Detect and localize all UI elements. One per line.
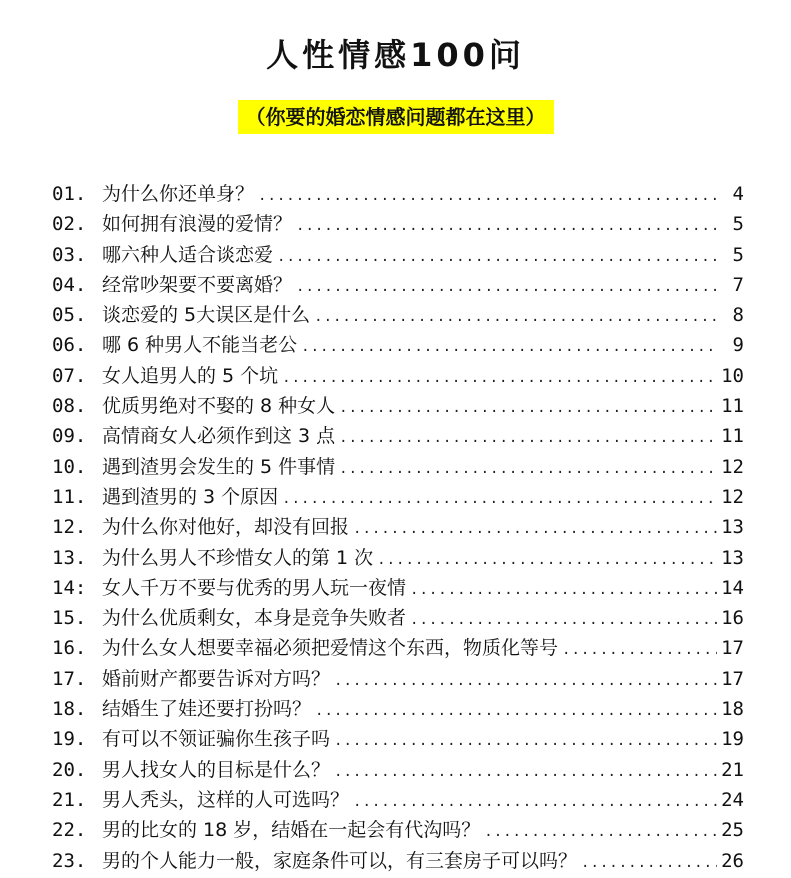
toc-entry-page-number: 13 (721, 546, 744, 569)
toc-entry-number: 19. (52, 728, 87, 751)
toc-entry-title: 哪 6 种男人不能当老公 (102, 334, 298, 357)
toc-entry-number: 02. (52, 213, 87, 236)
toc-dot-leader (258, 181, 718, 211)
toc-entry[interactable] (52, 603, 744, 633)
toc-entry-number: 22. (52, 819, 87, 842)
toc-entry[interactable] (52, 573, 744, 603)
toc-entry-title: 如何拥有浪漫的爱情？ (102, 213, 293, 236)
toc-entry-title: 为什么男人不珍惜女人的第 1 次 (102, 546, 374, 569)
toc-dot-leader (334, 726, 717, 756)
toc-dot-leader (410, 605, 717, 635)
toc-entry-page-number: 13 (721, 516, 744, 539)
toc-entry[interactable] (52, 694, 744, 724)
toc-entry-number: 13. (52, 546, 87, 569)
toc-dot-leader (353, 787, 717, 817)
toc-dot-leader (562, 635, 717, 665)
toc-entry-page-number: 17 (721, 637, 744, 660)
toc-entry-title: 哪六种人适合谈恋爱 (102, 243, 274, 266)
toc-dot-leader (339, 393, 717, 423)
toc-dot-leader (314, 302, 718, 332)
toc-entry-title: 高情商女人必须作到这 3 点 (102, 425, 336, 448)
toc-entry-number: 11. (52, 485, 87, 508)
toc-entry-title: 男人找女人的目标是什么？ (102, 758, 331, 781)
toc-entry-number: 05. (52, 304, 87, 327)
toc-entry-page-number: 25 (721, 819, 744, 842)
toc-dot-leader (334, 666, 717, 696)
toc-entry-number: 03. (52, 243, 87, 266)
toc-entry-number: 21. (52, 788, 87, 811)
toc-dot-leader (339, 454, 717, 484)
toc-entry[interactable] (52, 724, 744, 754)
toc-entry-page-number: 5 (732, 243, 744, 266)
toc-entry-title: 男的比女的 18 岁，结婚在一起会有代沟吗？ (102, 819, 481, 842)
toc-entry-title: 有可以不领证骗你生孩子吗 (102, 728, 331, 751)
toc-entry[interactable] (52, 361, 744, 391)
toc-entry-title: 女人千万不要与优秀的男人玩一夜情 (102, 576, 407, 599)
toc-entry[interactable] (52, 755, 744, 785)
toc-entry-page-number: 18 (721, 698, 744, 721)
toc-entry[interactable] (52, 633, 744, 663)
toc-entry-number: 10. (52, 455, 87, 478)
toc-entry-page-number: 12 (721, 455, 744, 478)
toc-entry[interactable] (52, 421, 744, 451)
toc-entry-number: 04. (52, 273, 87, 296)
toc-entry-number: 07. (52, 364, 87, 387)
toc-entry[interactable] (52, 664, 744, 694)
toc-entry[interactable] (52, 300, 744, 330)
toc-entry-page-number: 7 (732, 273, 744, 296)
toc-entry-title: 优质男绝对不娶的 8 种女人 (102, 395, 336, 418)
toc-dot-leader (334, 757, 717, 787)
toc-entry-title: 经常吵架要不要离婚？ (102, 273, 293, 296)
toc-entry-page-number: 24 (721, 788, 744, 811)
toc-entry-page-number: 19 (721, 728, 744, 751)
toc-entry-title: 遇到渣男会发生的 5 件事情 (102, 455, 336, 478)
toc-dot-leader (315, 696, 717, 726)
toc-dot-leader (377, 545, 717, 575)
toc-entry[interactable] (52, 512, 744, 542)
toc-entry-page-number: 17 (721, 667, 744, 690)
toc-entry-number: 23. (52, 849, 87, 872)
toc-dot-leader (277, 242, 718, 272)
toc-entry-page-number: 16 (721, 607, 744, 630)
toc-entry[interactable] (52, 240, 744, 270)
subtitle-container (0, 100, 791, 134)
toc-entry-page-number: 11 (721, 395, 744, 418)
toc-entry[interactable] (52, 846, 744, 876)
toc-entry[interactable] (52, 482, 744, 512)
toc-dot-leader (581, 848, 717, 878)
toc-dot-leader (301, 332, 718, 362)
toc-entry-page-number: 11 (721, 425, 744, 448)
toc-entry[interactable] (52, 330, 744, 360)
toc-entry[interactable] (52, 543, 744, 573)
toc-entry-number: 08. (52, 395, 87, 418)
toc-entry[interactable] (52, 209, 744, 239)
toc-entry-page-number: 9 (732, 334, 744, 357)
toc-entry-number: 06. (52, 334, 87, 357)
toc-entry-number: 20. (52, 758, 87, 781)
toc-entry-title: 为什么你还单身？ (102, 183, 255, 205)
toc-entry-title: 男的个人能力一般，家庭条件可以，有三套房子可以吗？ (102, 849, 578, 872)
toc-entry[interactable] (52, 815, 744, 845)
toc-entry-page-number: 14 (721, 576, 744, 599)
toc-dot-leader (484, 817, 717, 847)
toc-entry-title: 遇到渣男的 3 个原因 (102, 485, 279, 508)
toc-entry[interactable] (52, 452, 744, 482)
toc-entry-page-number: 12 (721, 485, 744, 508)
toc-dot-leader (282, 363, 717, 393)
toc-entry-page-number: 4 (732, 183, 744, 205)
toc-dot-leader (339, 423, 717, 453)
toc-dot-leader (410, 575, 717, 605)
toc-entry-number: 16. (52, 637, 87, 660)
toc-entry[interactable] (52, 785, 744, 815)
toc-entry-page-number: 5 (732, 213, 744, 236)
toc-entry-title: 为什么优质剩女，本身是竞争失败者 (102, 607, 407, 630)
toc-entry[interactable] (52, 179, 744, 209)
toc-entry-number: 18. (52, 698, 87, 721)
toc-entry[interactable] (52, 270, 744, 300)
toc-entry-title: 结婚生了娃还要打扮吗？ (102, 698, 312, 721)
toc-entry-number: 17. (52, 667, 87, 690)
toc-entry-title: 为什么女人想要幸福必须把爱情这个东西，物质化等号 (102, 637, 559, 660)
toc-entry-number: 01. (52, 183, 87, 205)
toc-entry-number: 09. (52, 425, 87, 448)
toc-entry-title: 女人追男人的 5 个坑 (102, 364, 279, 387)
toc-entry-page-number: 10 (721, 364, 744, 387)
toc-dot-leader (282, 484, 717, 514)
table-of-contents (52, 179, 744, 876)
toc-entry-number: 12. (52, 516, 87, 539)
toc-dot-leader (296, 272, 718, 302)
toc-entry-page-number: 8 (732, 304, 744, 327)
toc-entry[interactable] (52, 391, 744, 421)
toc-entry-page-number: 21 (721, 758, 744, 781)
toc-entry-number: 14: (52, 576, 87, 599)
toc-entry-title: 谈恋爱的 5大误区是什么 (102, 304, 311, 327)
toc-entry-title: 为什么你对他好，却没有回报 (102, 516, 350, 539)
toc-entry-title: 男人秃头，这样的人可选吗？ (102, 788, 350, 811)
toc-dot-leader (296, 211, 718, 241)
toc-entry-title: 婚前财产都要告诉对方吗？ (102, 667, 331, 690)
subtitle-highlighted: （你要的婚恋情感问题都在这里） (238, 100, 554, 134)
document-title: 人性情感100问 (266, 36, 525, 74)
toc-entry-page-number: 26 (721, 849, 744, 872)
toc-dot-leader (353, 514, 717, 544)
toc-entry-number: 15. (52, 607, 87, 630)
